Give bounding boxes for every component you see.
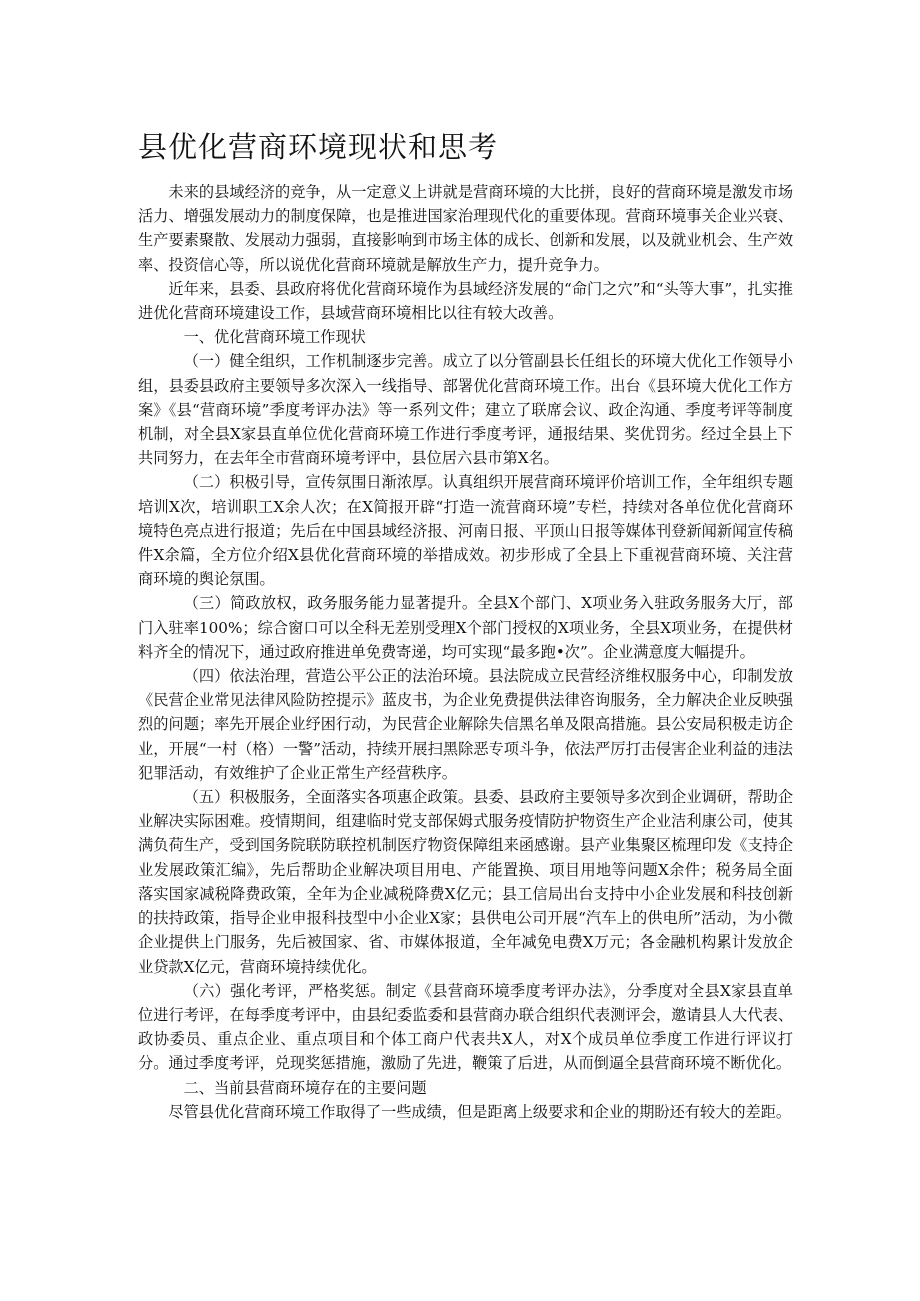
document-body [138,180,793,1124]
paragraph-item-3: （三）简政放权，政务服务能力显著提升。全县X个部门、X项业务入驻政务服务大厅，部门入驻率100%；综合窗口可以全科无差别受理X个部门授权的X项业务，全县X项业务，在提供材料齐全的情况下，通过政府推进单免费寄递，均可实现“最多跑•次”。企业满意度大幅提升。 [138,594,793,661]
paragraph-intro: 未来的县域经济的竞争，从一定意义上讲就是营商环境的大比拼，良好的营商环境是激发市场活力、增强发展动力的制度保障，也是推进国家治理现代化的重要体现。营商环境事关企业兴衰、生产要素聚散、发展动力强弱，直接影响到市场主体的成长、创新和发展，以及就业机会、生产效率、投资信心等，所以说优化营商环境就是解放生产力，提升竞争力。 [138,183,793,274]
paragraph-problems-intro: 尽管县优化营商环境工作取得了一些成绩，但是距离上级要求和企业的期盼还有较大的差距。 [168,1102,792,1121]
paragraph-recent-years: 近年来，县委、县政府将优化营商环境作为县域经济发展的“命门之穴”和“头等大事”，扎实推进优化营商环境建设工作，县域营商环境相比以往有较大改善。 [138,279,793,323]
section-heading-2: 二、当前县营商环境存在的主要问题 [183,1078,427,1097]
paragraph-item-4: （四）依法治理，营造公平公正的法治环境。县法院成立民营经济维权服务中心，印制发放《民营企业常见法律风险防控提示》蓝皮书，为企业免费提供法律咨询服务，全力解决企业反映强烈的问题；率先开展企业纾困行动，为民营企业解除失信黑名单及限高措施。县公安局积极走访企业，开展“一村（格）一警”活动，持续开展扫黑除恶专项斗争，依法严厉打击侵害企业利益的违法犯罪活动，有效维护了企业正常生产经营秩序。 [138,667,793,782]
document-title: 县优化营商环境现状和思考 [138,130,499,164]
paragraph-item-2: （二）积极引导，宣传氛围日渐浓厚。认真组织开展营商环境评价培训工作，全年组织专题培训X次，培训职工X余人次；在X简报开辟“打造一流营商环境”专栏，持续对各单位优化营商环境特色亮点进行报道；先后在中国县域经济报、河南日报、平顶山日报等媒体刊登新闻新闻宣传稿件X余篇，全方位介绍X县优化营商环境的举措成效。初步形成了全县上下重视营商环境、关注营商环境的舆论氛围。 [138,473,793,589]
paragraph-item-5: （五）积极服务，全面落实各项惠企政策。县委、县政府主要领导多次到企业调研，帮助企业解决实际困难。疫情期间，组建临时党支部保姆式服务疫情防护物资生产企业洁利康公司，使其满负荷生产，受到国务院联防联控机制医疗物资保障组来函感谢。县产业集聚区梳理印发《支持企业发展政策汇编》，先后帮助企业解决项目用电、产能置换、项目用地等问题X余件；税务局全面落实国家减税降费政策，全年为企业减税降费X亿元；县工信局出台支持中小企业发展和科技创新的扶持政策，指导企业申报科技型中小企业X家；县供电公司开展“汽车上的供电所”活动，为小微企业提供上门服务，先后被国家、省、市媒体报道，全年减免电费X万元；各金融机构累计发放企业贷款X亿元，营商环境持续优化。 [138,788,793,976]
section-heading-1: 一、优化营商环境工作现状 [183,328,366,347]
paragraph-item-1: （一）健全组织，工作机制逐步完善。成立了以分管副县长任组长的环境大优化工作领导小组，县委县政府主要领导多次深入一线指导、部署优化营商环境工作。出台《县环境大优化工作方案》《县“营商环境”季度考评办法》等一系列文件；建立了联席会议、政企沟通、季度考评等制度机制，对全县X家县直单位优化营商环境工作进行季度考评，通报结果、奖优罚劣。经过全县上下共同努力，在去年全市营商环境考评中，县位居六县市第X名。 [138,352,793,468]
paragraph-item-6: （六）强化考评，严格奖惩。制定《县营商环境季度考评办法》，分季度对全县X家县直单位进行考评，在每季度考评中，由县纪委监委和县营商办联合组织代表测评会，邀请县人大代表、政协委员、重点企业、重点项目和个体工商户代表共X人，对X个成员单位季度工作进行评议打分。通过季度考评，兑现奖惩措施，激励了先进，鞭策了后进，从而倒逼全县营商环境不断优化。 [138,981,793,1073]
